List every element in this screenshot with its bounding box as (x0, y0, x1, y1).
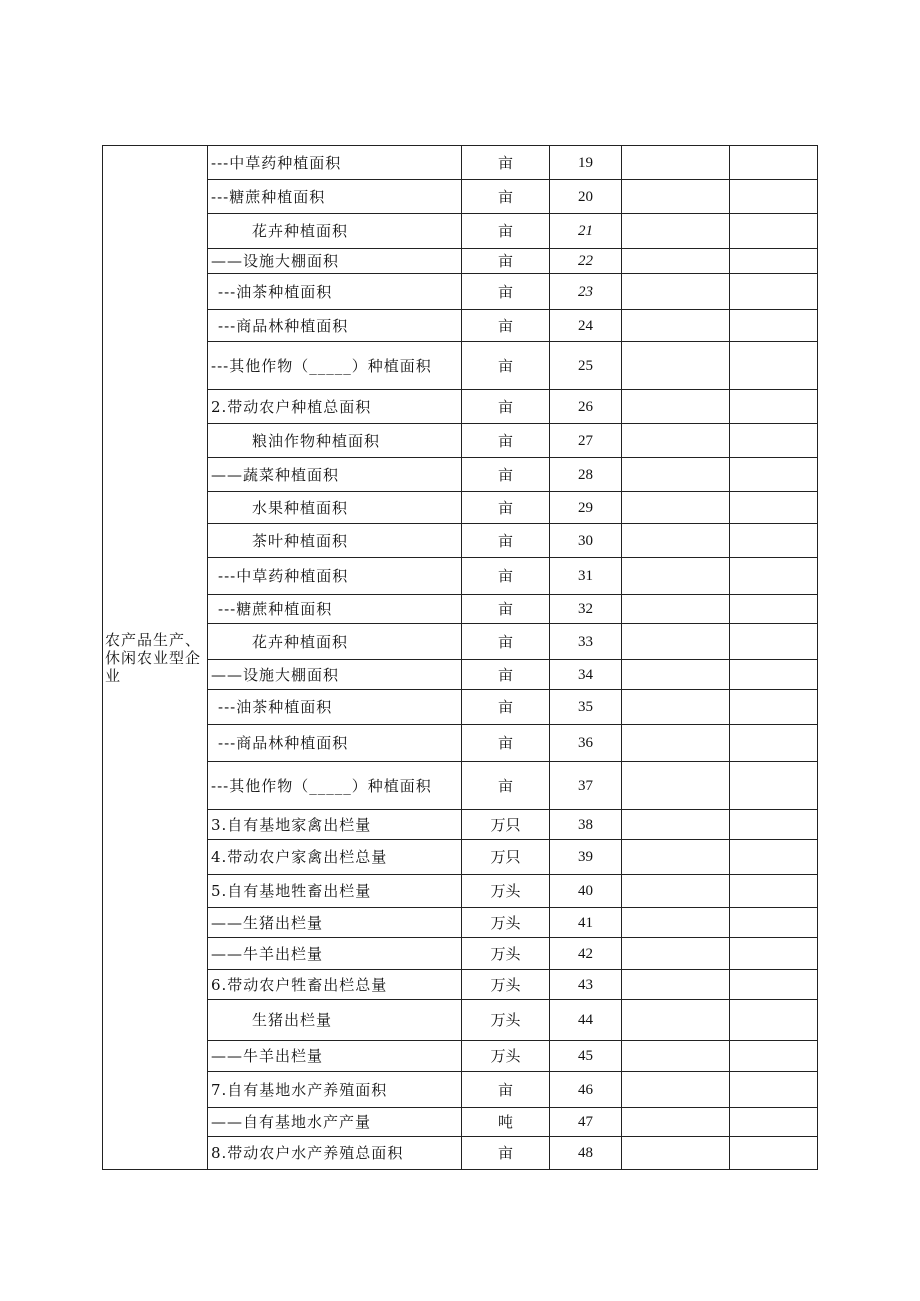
item-code: 33 (550, 624, 622, 660)
item-unit: 亩 (462, 725, 550, 762)
table-row (103, 424, 818, 458)
table-row (103, 875, 818, 908)
item-name: ---糖蔗种植面积 (208, 595, 462, 624)
value-cell[interactable] (730, 1041, 818, 1072)
item-name: 水果种植面积 (208, 492, 462, 524)
value-cell[interactable] (730, 1072, 818, 1108)
item-name: 7.自有基地水产养殖面积 (208, 1072, 462, 1108)
value-cell[interactable] (730, 660, 818, 690)
item-code: 43 (550, 970, 622, 1000)
value-cell[interactable] (730, 558, 818, 595)
value-cell[interactable] (622, 690, 730, 725)
item-code: 20 (550, 180, 622, 214)
value-cell[interactable] (730, 424, 818, 458)
value-cell[interactable] (730, 595, 818, 624)
item-code: 23 (550, 274, 622, 310)
item-name: ---商品林种植面积 (208, 725, 462, 762)
item-name: ——自有基地水产产量 (208, 1108, 462, 1137)
value-cell[interactable] (622, 342, 730, 390)
table-row (103, 214, 818, 249)
value-cell[interactable] (730, 146, 818, 180)
item-code: 27 (550, 424, 622, 458)
value-cell[interactable] (730, 342, 818, 390)
item-unit: 亩 (462, 558, 550, 595)
table-row (103, 146, 818, 180)
item-name: 4.带动农户家禽出栏总量 (208, 840, 462, 875)
table-row (103, 310, 818, 342)
item-name: ——蔬菜种植面积 (208, 458, 462, 492)
table-row (103, 1072, 818, 1108)
value-cell[interactable] (622, 875, 730, 908)
item-unit: 万只 (462, 840, 550, 875)
item-unit: 万头 (462, 970, 550, 1000)
value-cell[interactable] (622, 660, 730, 690)
item-name: 6.带动农户牲畜出栏总量 (208, 970, 462, 1000)
value-cell[interactable] (622, 492, 730, 524)
item-unit: 亩 (462, 274, 550, 310)
value-cell[interactable] (622, 524, 730, 558)
item-unit: 亩 (462, 424, 550, 458)
table-row (103, 390, 818, 424)
item-code: 47 (550, 1108, 622, 1137)
item-name: 生猪出栏量 (208, 1000, 462, 1041)
item-code: 37 (550, 762, 622, 810)
value-cell[interactable] (622, 458, 730, 492)
item-code: 40 (550, 875, 622, 908)
table-row (103, 458, 818, 492)
table-row (103, 558, 818, 595)
item-name: ——设施大棚面积 (208, 660, 462, 690)
item-unit: 亩 (462, 310, 550, 342)
value-cell[interactable] (730, 810, 818, 840)
item-name: ——生猪出栏量 (208, 908, 462, 938)
item-name: 花卉种植面积 (208, 624, 462, 660)
item-name: ——牛羊出栏量 (208, 1041, 462, 1072)
value-cell[interactable] (622, 390, 730, 424)
item-unit: 亩 (462, 660, 550, 690)
value-cell[interactable] (622, 249, 730, 274)
item-code: 31 (550, 558, 622, 595)
value-cell[interactable] (730, 390, 818, 424)
value-cell[interactable] (622, 1108, 730, 1137)
value-cell[interactable] (622, 558, 730, 595)
value-cell[interactable] (622, 1137, 730, 1170)
item-name: 粮油作物种植面积 (208, 424, 462, 458)
item-name: ---商品林种植面积 (208, 310, 462, 342)
item-name: ——设施大棚面积 (208, 249, 462, 274)
item-unit: 亩 (462, 492, 550, 524)
value-cell[interactable] (622, 938, 730, 970)
table-row (103, 970, 818, 1000)
item-unit: 亩 (462, 595, 550, 624)
value-cell[interactable] (730, 908, 818, 938)
table-row (103, 690, 818, 725)
item-name: ---其他作物（_____）种植面积 (208, 762, 462, 810)
table-row (103, 249, 818, 274)
value-cell[interactable] (622, 624, 730, 660)
value-cell[interactable] (622, 180, 730, 214)
item-code: 21 (550, 214, 622, 249)
item-code: 32 (550, 595, 622, 624)
value-cell[interactable] (622, 274, 730, 310)
value-cell[interactable] (730, 875, 818, 908)
table-row (103, 1108, 818, 1137)
value-cell[interactable] (730, 492, 818, 524)
item-code: 35 (550, 690, 622, 725)
item-unit: 万头 (462, 938, 550, 970)
item-name: ---其他作物（_____）种植面积 (208, 342, 462, 390)
item-code: 45 (550, 1041, 622, 1072)
item-code: 24 (550, 310, 622, 342)
value-cell[interactable] (730, 180, 818, 214)
item-name: 花卉种植面积 (208, 214, 462, 249)
value-cell[interactable] (730, 1108, 818, 1137)
item-unit: 亩 (462, 249, 550, 274)
item-code: 19 (550, 146, 622, 180)
item-name: 8.带动农户水产养殖总面积 (208, 1137, 462, 1170)
value-cell[interactable] (730, 762, 818, 810)
item-code: 46 (550, 1072, 622, 1108)
item-name: ---油茶种植面积 (208, 690, 462, 725)
value-cell[interactable] (730, 970, 818, 1000)
item-code: 38 (550, 810, 622, 840)
value-cell[interactable] (622, 908, 730, 938)
value-cell[interactable] (622, 310, 730, 342)
item-code: 36 (550, 725, 622, 762)
item-unit: 亩 (462, 214, 550, 249)
value-cell[interactable] (730, 624, 818, 660)
item-code: 30 (550, 524, 622, 558)
item-code: 25 (550, 342, 622, 390)
value-cell[interactable] (730, 274, 818, 310)
item-unit: 亩 (462, 146, 550, 180)
value-cell[interactable] (622, 146, 730, 180)
table-row (103, 908, 818, 938)
value-cell[interactable] (622, 214, 730, 249)
table-row (103, 1041, 818, 1072)
value-cell[interactable] (730, 524, 818, 558)
value-cell[interactable] (622, 1072, 730, 1108)
item-unit: 亩 (462, 342, 550, 390)
table-row (103, 274, 818, 310)
table-row (103, 725, 818, 762)
item-unit: 亩 (462, 1072, 550, 1108)
table-row (103, 810, 818, 840)
item-name: ---中草药种植面积 (208, 146, 462, 180)
item-name: ---中草药种植面积 (208, 558, 462, 595)
item-name: 5.自有基地牲畜出栏量 (208, 875, 462, 908)
item-code: 42 (550, 938, 622, 970)
item-unit: 吨 (462, 1108, 550, 1137)
item-unit: 亩 (462, 624, 550, 660)
table-row (103, 342, 818, 390)
item-code: 41 (550, 908, 622, 938)
table-row (103, 660, 818, 690)
item-name: ---糖蔗种植面积 (208, 180, 462, 214)
item-unit: 亩 (462, 390, 550, 424)
table-row (103, 1137, 818, 1170)
item-code: 26 (550, 390, 622, 424)
value-cell[interactable] (622, 1041, 730, 1072)
item-code: 28 (550, 458, 622, 492)
item-unit: 万头 (462, 908, 550, 938)
value-cell[interactable] (730, 840, 818, 875)
table-row (103, 524, 818, 558)
value-cell[interactable] (730, 690, 818, 725)
table-row (103, 595, 818, 624)
table-row (103, 762, 818, 810)
item-name: 茶叶种植面积 (208, 524, 462, 558)
value-cell[interactable] (622, 810, 730, 840)
category-cell: 农产品生产、休闲农业型企业 (103, 146, 208, 1170)
table-row (103, 840, 818, 875)
item-unit: 亩 (462, 690, 550, 725)
value-cell[interactable] (730, 458, 818, 492)
item-code: 29 (550, 492, 622, 524)
value-cell[interactable] (730, 938, 818, 970)
value-cell[interactable] (730, 1000, 818, 1041)
item-name: ---油茶种植面积 (208, 274, 462, 310)
item-unit: 亩 (462, 524, 550, 558)
item-code: 44 (550, 1000, 622, 1041)
value-cell[interactable] (622, 762, 730, 810)
item-name: 3.自有基地家禽出栏量 (208, 810, 462, 840)
item-code: 39 (550, 840, 622, 875)
item-code: 34 (550, 660, 622, 690)
item-unit: 万头 (462, 1041, 550, 1072)
statistics-table (102, 145, 818, 1170)
value-cell[interactable] (622, 725, 730, 762)
item-unit: 万头 (462, 1000, 550, 1041)
item-unit: 亩 (462, 762, 550, 810)
value-cell[interactable] (622, 840, 730, 875)
table-row (103, 492, 818, 524)
value-cell[interactable] (730, 310, 818, 342)
item-unit: 亩 (462, 1137, 550, 1170)
value-cell[interactable] (730, 725, 818, 762)
item-name: ——牛羊出栏量 (208, 938, 462, 970)
value-cell[interactable] (730, 1137, 818, 1170)
item-name: 2.带动农户种植总面积 (208, 390, 462, 424)
item-code: 48 (550, 1137, 622, 1170)
item-unit: 亩 (462, 458, 550, 492)
table-row (103, 624, 818, 660)
value-cell[interactable] (622, 1000, 730, 1041)
value-cell[interactable] (730, 214, 818, 249)
item-unit: 万只 (462, 810, 550, 840)
item-unit: 亩 (462, 180, 550, 214)
value-cell[interactable] (730, 249, 818, 274)
value-cell[interactable] (622, 595, 730, 624)
table-row (103, 1000, 818, 1041)
value-cell[interactable] (622, 424, 730, 458)
item-unit: 万头 (462, 875, 550, 908)
table-row (103, 180, 818, 214)
value-cell[interactable] (622, 970, 730, 1000)
item-code: 22 (550, 249, 622, 274)
table-row (103, 938, 818, 970)
